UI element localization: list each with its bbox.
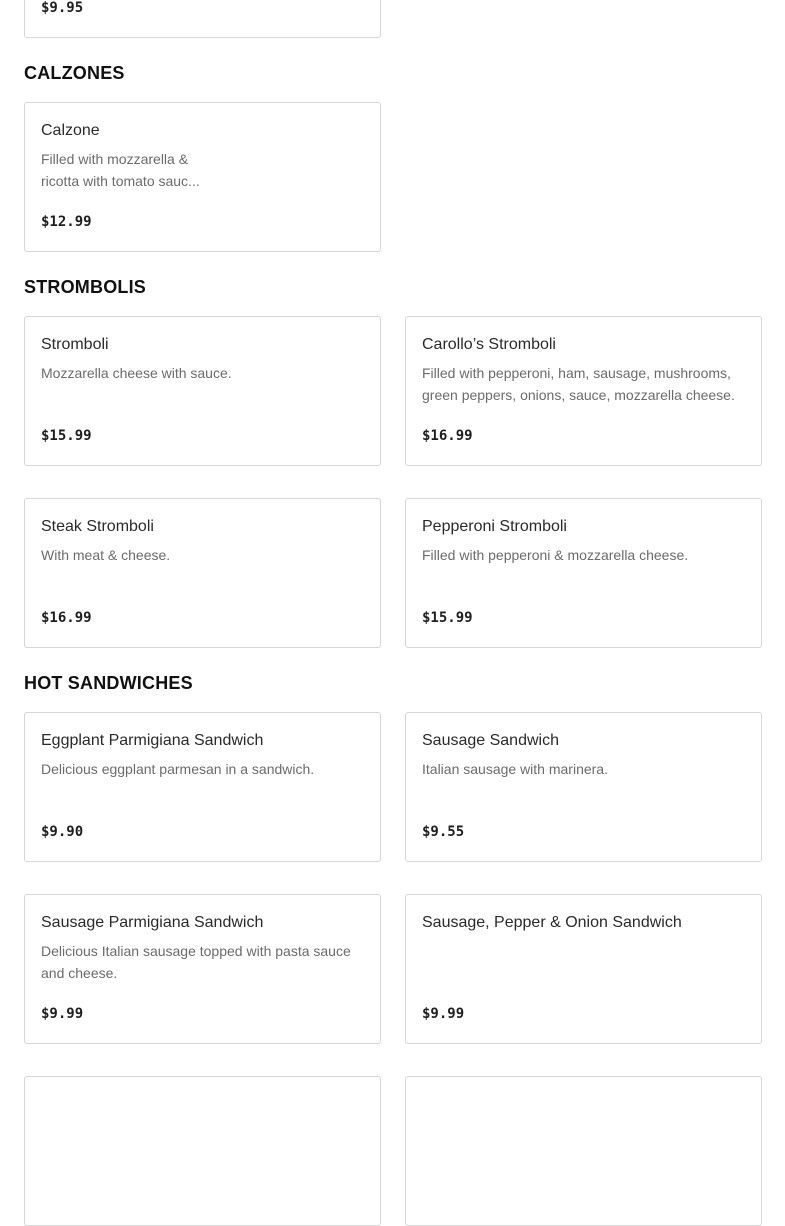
menu-item-name: Pepperoni Stromboli <box>422 518 567 535</box>
menu-item-card-calzone[interactable] <box>24 102 381 252</box>
menu-item-price: $15.99 <box>41 428 92 444</box>
menu-item-name: Sausage Parmigiana Sandwich <box>41 914 264 931</box>
menu-item-card-partial[interactable] <box>24 0 381 38</box>
menu-item-name: Calzone <box>41 122 100 139</box>
section-title-strombolis: STROMBOLIS <box>24 277 146 297</box>
menu-item-price: $12.99 <box>41 214 92 230</box>
menu-item-price: $16.99 <box>422 428 473 444</box>
menu-item-card-sausage-pepper-onion-sandwich[interactable] <box>405 894 762 1044</box>
menu-item-price: $9.90 <box>41 824 84 840</box>
menu-item-description: Filled with mozzarella & ricotta with tomato sauc... <box>41 151 200 189</box>
menu-item-description: Delicious Italian sausage topped with pasta sauce and cheese. <box>41 943 351 981</box>
menu-item-description: Italian sausage with marinera. <box>422 761 608 777</box>
menu-item-card-steak-stromboli[interactable] <box>24 498 381 648</box>
section-title-calzones: CALZONES <box>24 63 125 83</box>
menu-item-price: $9.99 <box>41 1006 84 1022</box>
menu-item-description: Filled with pepperoni, ham, sausage, mushrooms, green peppers, onions, sauce, mozzarella cheese. <box>422 365 735 403</box>
menu-item-card-eggplant-parmigiana-sandwich[interactable] <box>24 712 381 862</box>
menu-item-name: Sausage Sandwich <box>422 732 559 749</box>
menu-item-price: $15.99 <box>422 610 473 626</box>
menu-item-card-sausage-parmigiana-sandwich[interactable] <box>24 894 381 1044</box>
menu-item-card-pepperoni-stromboli[interactable] <box>405 498 762 648</box>
menu-item-price: $16.99 <box>41 610 92 626</box>
menu-item-description: Mozzarella cheese with sauce. <box>41 365 232 381</box>
menu-item-name: Steak Stromboli <box>41 518 154 535</box>
menu-item-name: Stromboli <box>41 336 109 353</box>
menu-item-name: Sausage, Pepper & Onion Sandwich <box>422 914 682 931</box>
menu-item-description: With meat & cheese. <box>41 547 171 563</box>
menu-item-name: Carollo’s Stromboli <box>422 336 556 353</box>
menu-item-description: Filled with pepperoni & mozzarella cheese. <box>422 547 689 563</box>
menu-item-card-stromboli[interactable] <box>24 316 381 466</box>
menu-item-card-partial-bottom-left[interactable] <box>24 1076 381 1226</box>
menu-item-price: $9.99 <box>422 1006 465 1022</box>
menu-item-description: Delicious eggplant parmesan in a sandwich. <box>41 761 315 777</box>
menu-item-card-partial-bottom-right[interactable] <box>405 1076 762 1226</box>
section-title-hot-sandwiches: HOT SANDWICHES <box>24 673 193 693</box>
menu-item-card-carollos-stromboli[interactable] <box>405 316 762 466</box>
menu-item-name: Eggplant Parmigiana Sandwich <box>41 732 264 749</box>
menu-item-price: $9.55 <box>422 824 465 840</box>
menu-item-card-sausage-sandwich[interactable] <box>405 712 762 862</box>
menu-item-price: $9.95 <box>41 0 84 16</box>
